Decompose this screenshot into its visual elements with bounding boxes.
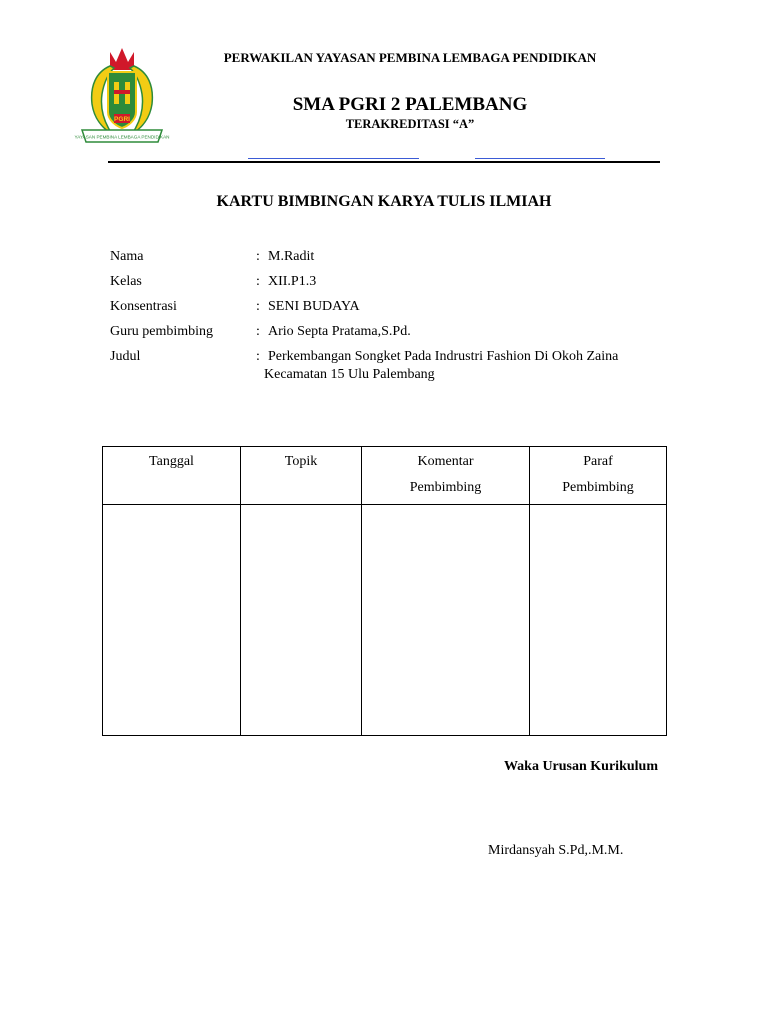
school-logo: [74, 46, 170, 150]
table-header-row: [103, 447, 667, 505]
field-separator: :: [256, 249, 260, 264]
field-value-judul: Perkembangan Songket Pada Indrustri Fashion Di Okoh Zaina: [268, 349, 619, 364]
logo-motto: YAYASAN PEMBINA LEMBAGA PENDIDIKAN: [74, 134, 170, 140]
field-separator: :: [256, 274, 260, 289]
field-label-nama: Nama: [110, 249, 144, 264]
contact-line-left: [248, 158, 419, 159]
letterhead-divider: [108, 161, 660, 163]
table-cell-komentar: [362, 505, 530, 736]
column-header-line1: Topik: [284, 454, 318, 469]
column-header-line2: Pembimbing: [562, 480, 634, 495]
school-name: SMA PGRI 2 PALEMBANG: [292, 94, 528, 115]
column-header-topik: [241, 447, 362, 505]
field-label-konsentrasi: Konsentrasi: [110, 299, 177, 314]
organization-name: PERWAKILAN YAYASAN PEMBINA LEMBAGA PENDIDIKAN: [223, 50, 597, 65]
field-value-nama: M.Radit: [268, 249, 315, 264]
field-label-kelas: Kelas: [110, 274, 142, 289]
column-header-line1: Tanggal: [149, 454, 194, 469]
accreditation-label: TERAKREDITASI “A”: [345, 117, 475, 131]
field-value-guru-pembimbing: Ario Septa Pratama,S.Pd.: [268, 324, 411, 339]
field-value-konsentrasi: SENI BUDAYA: [268, 299, 360, 314]
field-label-guru-pembimbing: Guru pembimbing: [110, 324, 214, 339]
table-row: [103, 505, 667, 736]
document-title: KARTU BIMBINGAN KARYA TULIS ILMIAH: [216, 193, 552, 210]
field-separator: :: [256, 299, 260, 314]
column-header-line2: Pembimbing: [409, 480, 482, 495]
column-header-line1: Paraf: [583, 454, 613, 469]
field-separator: :: [256, 349, 260, 364]
signatory-title: Waka Urusan Kurikulum: [503, 759, 658, 774]
logo-crown-icon: [110, 48, 134, 70]
guidance-log-table: [102, 446, 667, 736]
field-value-kelas: XII.P1.3: [268, 274, 317, 289]
contact-line-right: [475, 158, 605, 159]
table-cell-paraf: [530, 505, 667, 736]
logo-monogram: PGRI: [114, 116, 130, 123]
field-label-judul: Judul: [110, 349, 141, 364]
table-cell-tanggal: [103, 505, 241, 736]
field-value-judul-line2: Kecamatan 15 Ulu Palembang: [264, 367, 435, 382]
signatory-name: Mirdansyah S.Pd,.M.M.: [488, 843, 624, 858]
column-header-komentar-pembimbing: [362, 447, 530, 505]
table-cell-topik: [241, 505, 362, 736]
column-header-paraf-pembimbing: [530, 447, 667, 505]
field-separator: :: [256, 324, 260, 339]
column-header-line1: Komentar: [417, 454, 474, 469]
column-header-tanggal: [103, 447, 241, 505]
